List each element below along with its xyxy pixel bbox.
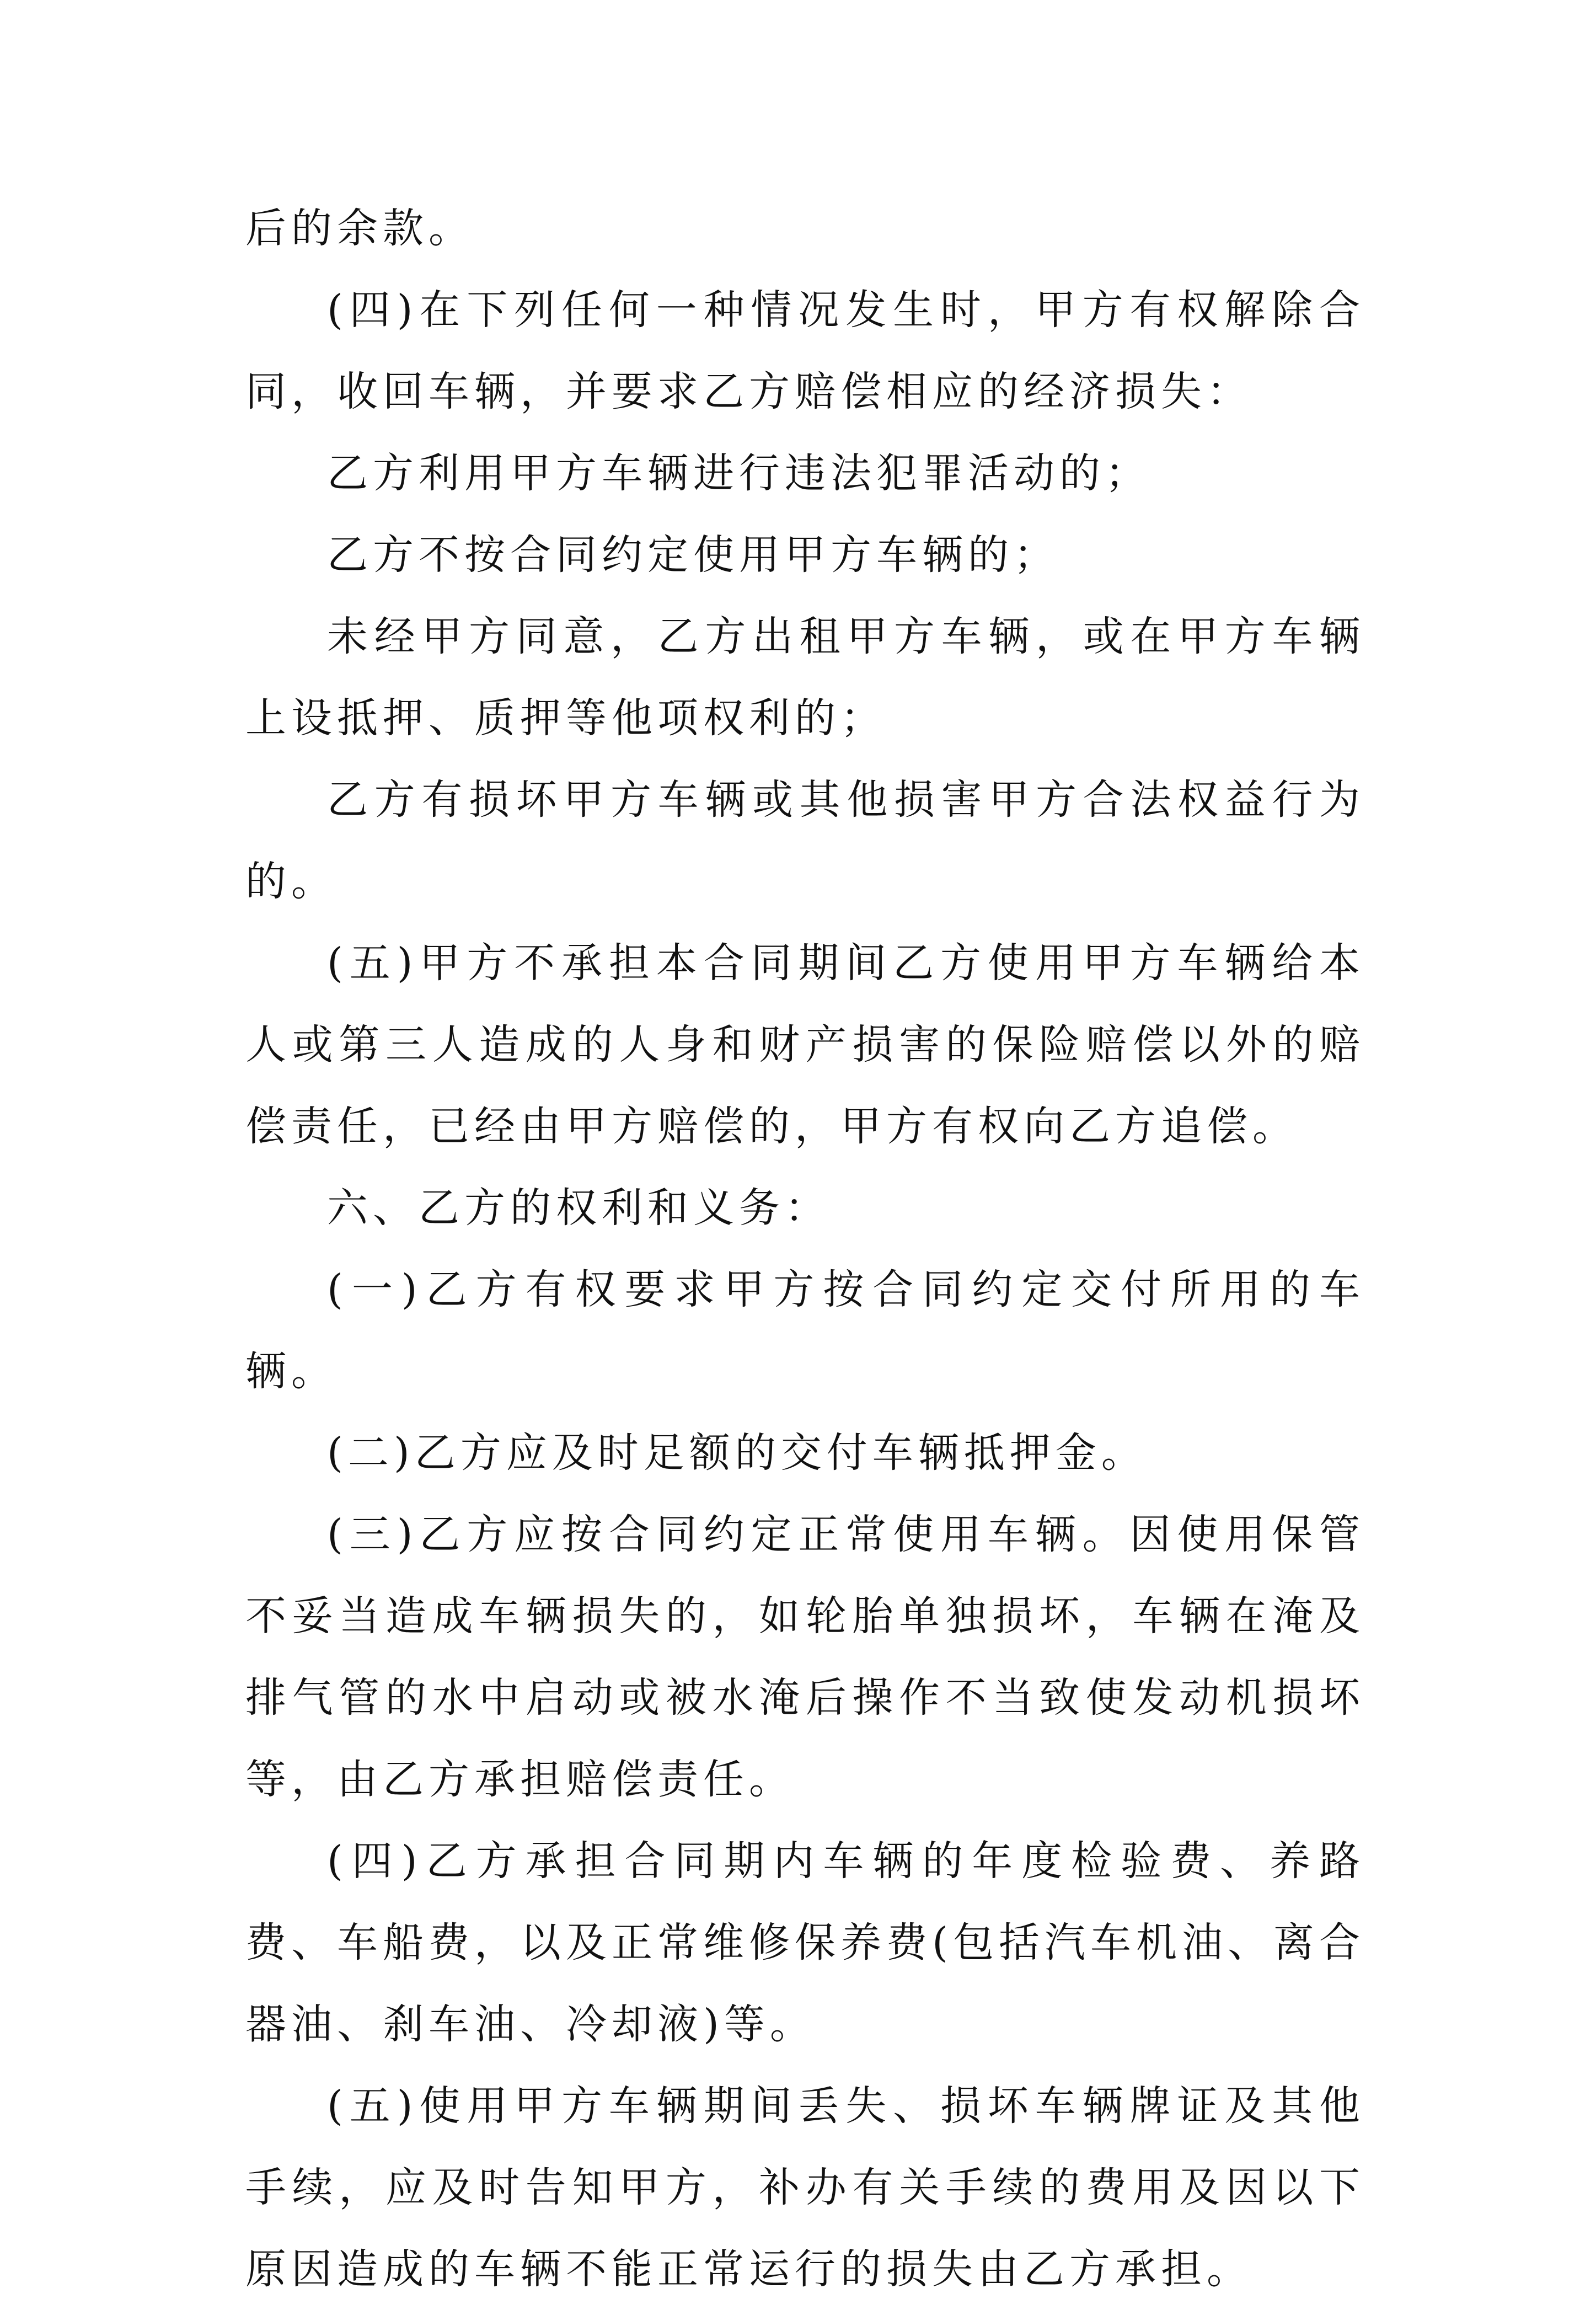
section-heading: 六、乙方的权利和义务：	[327, 1184, 831, 1232]
paragraph: 乙方有损坏甲方车辆或其他损害甲方合法权益行为的。	[245, 776, 1365, 905]
paragraph: (五)使用甲方车辆期间丢失、损坏车辆牌证及其他手续，应及时告知甲方，补办有关手续的费用及因以下原因造成的车辆不能正常运行的损失由乙方承担。	[245, 2082, 1365, 2293]
paragraph: 未经甲方同意，乙方出租甲方车辆，或在甲方车辆上设抵押、质押等他项权利的；	[245, 613, 1365, 742]
paragraph: (二)乙方应及时足额的交付车辆抵押金。	[327, 1429, 1147, 1477]
paragraph: (四)在下列任何一种情况发生时，甲方有权解除合同，收回车辆，并要求乙方赔偿相应的经济损失：	[245, 286, 1365, 415]
paragraph: (五)甲方不承担本合同期间乙方使用甲方车辆给本人或第三人造成的人身和财产损害的保险赔偿以外的赔偿责任，已经由甲方赔偿的，甲方有权向乙方追偿。	[245, 939, 1365, 1150]
paragraph: 乙方不按合同约定使用甲方车辆的；	[327, 531, 1059, 579]
paragraph: (一)乙方有权要求甲方按合同约定交付所用的车辆。	[245, 1266, 1365, 1395]
paragraph: (三)乙方应按合同约定正常使用车辆。因使用保管不妥当造成车辆损失的，如轮胎单独损坏，车辆在淹及排气管的水中启动或被水淹后操作不当致使发动机损坏等，由乙方承担赔偿责任。	[245, 1511, 1365, 1803]
document-body	[245, 188, 1365, 2310]
paragraph: 后的余款。	[245, 205, 474, 252]
paragraph: (四)乙方承担合同期内车辆的年度检验费、养路费、车船费，以及正常维修保养费(包括汽车机油、离合器油、刹车油、冷却液)等。	[245, 1837, 1365, 2048]
paragraph: 乙方利用甲方车辆进行违法犯罪活动的；	[327, 450, 1151, 497]
